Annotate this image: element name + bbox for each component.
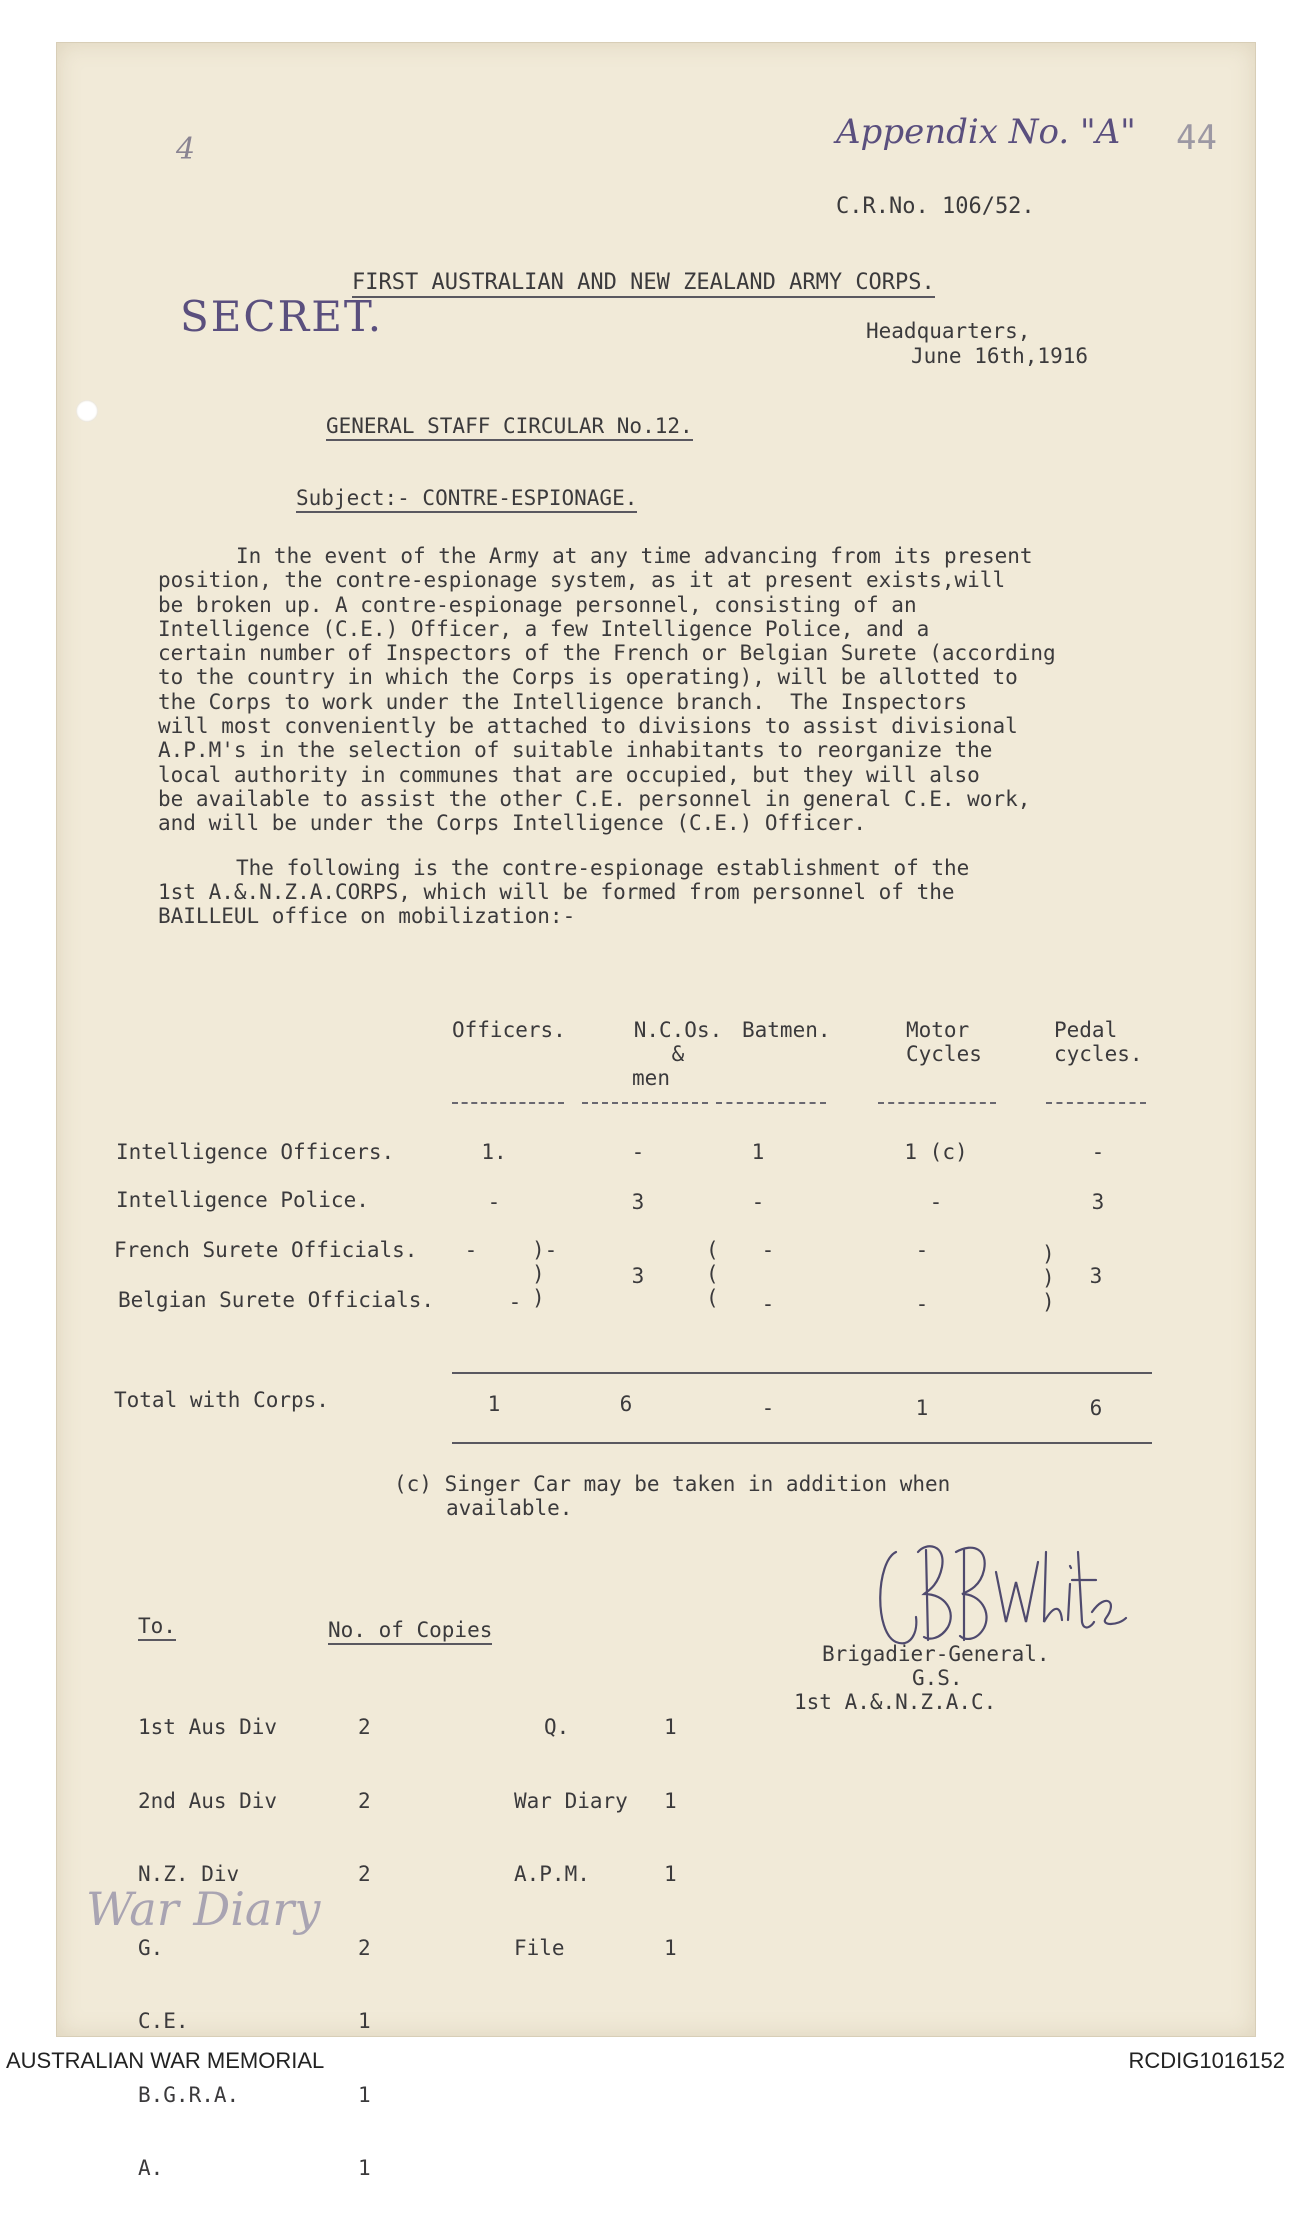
text-line: be available to assist the other C.E. personnel in general C.E. work, [158, 786, 1031, 811]
text-line: be broken up. A contre-espionage personnel, consisting of an [158, 592, 917, 617]
signature-gs: G.S. [912, 1666, 963, 1690]
paragraph-1 [158, 544, 1238, 836]
cell-batmen: - [761, 1292, 775, 1316]
table-footnote-cont: available. [446, 1496, 573, 1520]
text-line: Intelligence (C.E.) Officer, a few Intelligence Police, and a [158, 616, 930, 641]
circular-title: GENERAL STAFF CIRCULAR No.12. [326, 414, 693, 441]
col-ncos-header-amp: & [671, 1042, 685, 1066]
col-pedal-header-2: cycles. [1054, 1042, 1143, 1066]
text-line: In the event of the Army at any time advancing from its present [236, 544, 1033, 568]
cell-ncos: 3 [631, 1264, 645, 1288]
cell-batmen: - [761, 1238, 775, 1262]
bracket-marks: ) ) ) [1042, 1242, 1055, 1314]
archive-credit: AUSTRALIAN WAR MEMORIAL [6, 2048, 325, 2073]
total-officers: 1 [487, 1392, 501, 1416]
text-line: will most conveniently be attached to divisions to assist divisional [158, 714, 1018, 739]
cell-pedal: 3 [1091, 1190, 1105, 1214]
row-label-intelligence-officers: Intelligence Officers. [116, 1140, 395, 1164]
list-item: 2nd Aus Div 2 [138, 1788, 371, 1813]
total-rule-bottom [452, 1442, 1152, 1444]
appendix-annotation: Appendix No. "A" [836, 112, 1136, 152]
col-ncos-header: N.C.Os. [633, 1018, 723, 1042]
col-motor-header: Motor [906, 1018, 970, 1042]
corner-mark: 4 [176, 132, 196, 167]
list-item: Q. 1 [544, 1715, 677, 1739]
cell-ncos: - [631, 1140, 645, 1164]
row-label-intelligence-police: Intelligence Police. [116, 1188, 369, 1212]
row-label-french-surete: French Surete Officials. [114, 1238, 418, 1262]
paragraph-2 [158, 856, 1238, 929]
war-diary-annotation: War Diary [86, 1882, 321, 1936]
distribution-copies-label: No. of Copies [328, 1618, 492, 1645]
list-item: A.P.M. 1 [514, 1862, 677, 1886]
signature-rank: Brigadier-General. [822, 1642, 1050, 1666]
distribution-to-label: To. [138, 1614, 176, 1641]
distribution-list-left [138, 1666, 371, 2230]
distribution-list-right [514, 1666, 677, 2009]
text-line: the Corps to work under the Intelligence branch. The Inspectors [158, 689, 968, 714]
archive-id: RCDIG1016152 [1128, 2048, 1285, 2073]
text-line: to the country in which the Corps is operating), will be allotted to [158, 665, 1018, 690]
cr-number: C.R.No. 106/52. [836, 194, 1035, 219]
col-motor-header-2: Cycles [906, 1042, 982, 1066]
punch-hole [76, 400, 98, 422]
list-item: C.E. 1 [138, 2009, 371, 2033]
cell-officers: - [508, 1290, 522, 1314]
text-line: The following is the contre-espionage establishment of the [236, 855, 970, 880]
folio-number: 44 [1176, 118, 1217, 158]
row-label-total: Total with Corps. [114, 1388, 329, 1412]
bracket-marks: )- ) ) [532, 1238, 558, 1310]
bracket-marks: ( ( ( [706, 1238, 719, 1310]
list-item: N.Z. Div 2 [138, 1862, 371, 1886]
list-item: A. 1 [138, 2156, 371, 2180]
total-ncos: 6 [619, 1392, 633, 1416]
cell-motor: 1 (c) [904, 1140, 968, 1164]
total-rule-top [452, 1372, 1152, 1374]
list-item: File 1 [514, 1935, 677, 1960]
cell-officers: 1. [481, 1140, 507, 1164]
text-line: position, the contre-espionage system, as it at present exists,will [158, 568, 1006, 593]
total-pedal: 6 [1089, 1396, 1103, 1420]
text-line: certain number of Inspectors of the French or Belgian Surete (according [158, 641, 1056, 666]
headquarters-label: Headquarters, [866, 319, 1031, 343]
text-line: BAILLEUL office on mobilization:- [158, 904, 576, 929]
total-batmen: - [761, 1396, 775, 1420]
text-line: A.P.M's in the selection of suitable inhabitants to reorganize the [158, 738, 993, 763]
list-item: B.G.R.A. 1 [138, 2082, 371, 2107]
list-item: 1st Aus Div 2 [138, 1715, 371, 1739]
cell-ncos: 3 [631, 1190, 645, 1214]
col-batmen-header: Batmen. [742, 1018, 831, 1042]
cell-officers: - [464, 1238, 478, 1262]
list-item: War Diary 1 [514, 1788, 677, 1813]
cell-batmen: - [751, 1190, 765, 1214]
list-item: G. 2 [138, 1935, 371, 1960]
cell-motor: - [915, 1292, 929, 1316]
body-text [158, 544, 1238, 928]
corps-title: FIRST AUSTRALIAN AND NEW ZEALAND ARMY CORPS. [352, 270, 935, 298]
secret-annotation: SECRET. [180, 292, 384, 341]
cell-motor: - [915, 1238, 929, 1262]
col-officers-header: Officers. [452, 1018, 566, 1042]
cell-pedal: - [1091, 1140, 1105, 1164]
row-label-belgian-surete: Belgian Surete Officials. [118, 1288, 435, 1312]
text-line: local authority in communes that are occupied, but they will also [158, 762, 980, 787]
cell-motor: - [929, 1190, 943, 1214]
subject-line: Subject:- CONTRE-ESPIONAGE. [296, 486, 637, 513]
document-date: June 16th,1916 [911, 344, 1089, 368]
table-footnote: (c) Singer Car may be taken in addition when [394, 1472, 951, 1496]
total-motor: 1 [915, 1396, 929, 1420]
col-ncos-header-men: men [632, 1066, 670, 1090]
text-line: 1st A.&.N.Z.A.CORPS, which will be formed from personnel of the [158, 879, 955, 904]
cell-officers: - [487, 1190, 501, 1214]
text-line: and will be under the Corps Intelligence (C.E.) Officer. [158, 811, 867, 836]
signature-unit: 1st A.&.N.Z.A.C. [794, 1690, 997, 1714]
cell-batmen: 1 [751, 1140, 765, 1164]
cell-pedal: 3 [1089, 1264, 1103, 1288]
col-pedal-header: Pedal [1054, 1018, 1118, 1042]
